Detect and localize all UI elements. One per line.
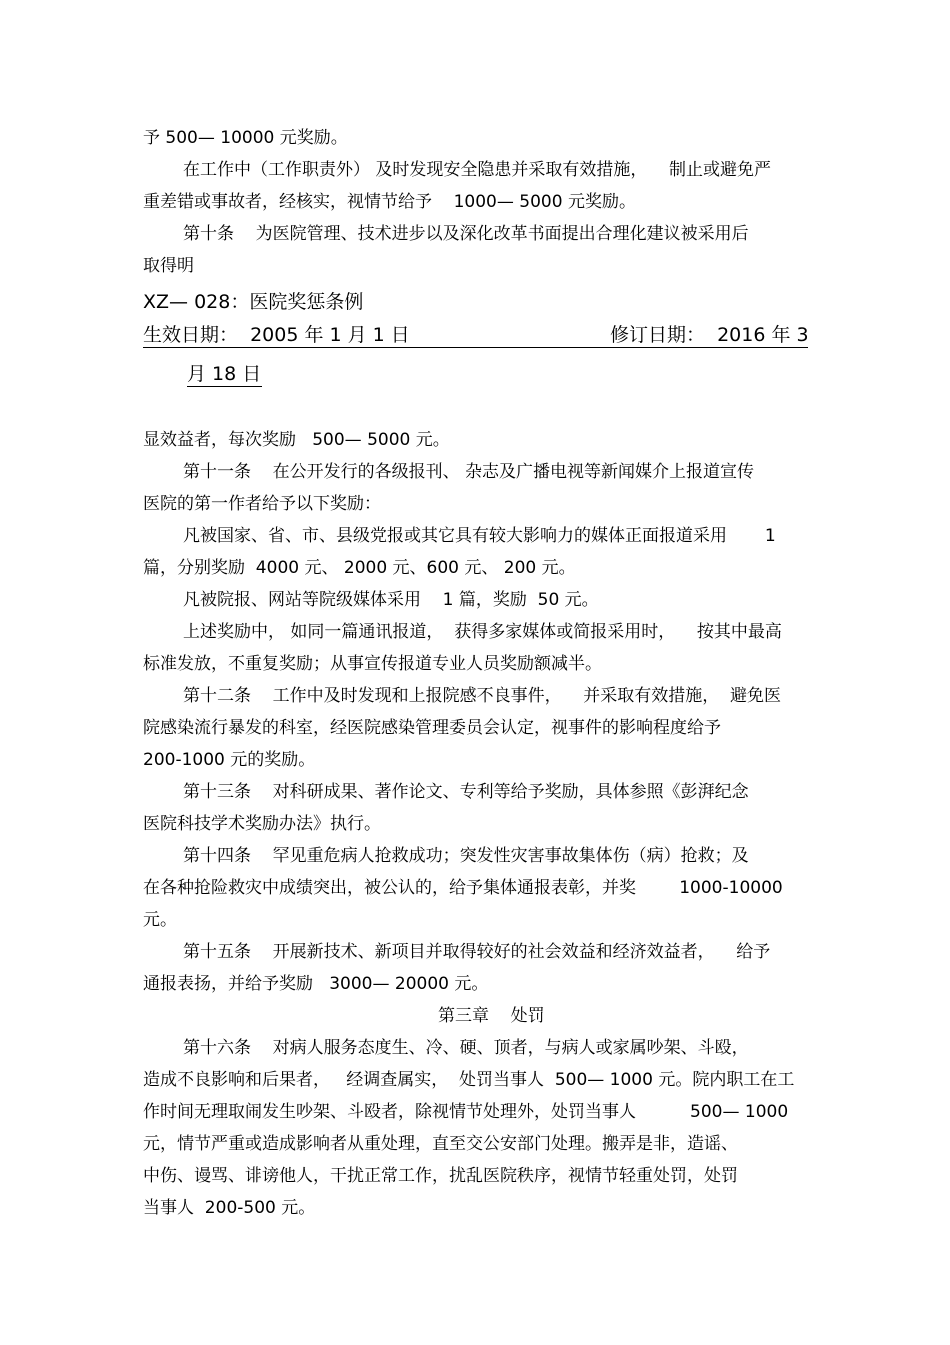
- article-11-line: 第十一条 在公开发行的各级报刊、 杂志及广播电视等新闻媒介上报道宣传: [183, 462, 755, 482]
- revised-date: 修订日期： 2016 年 3: [610, 324, 809, 346]
- article-13-line: 第十三条 对科研成果、著作论文、专利等给予奖励，具体参照《彭湃纪念: [183, 782, 749, 802]
- paragraph-line: 院感染流行暴发的科室，经医院感染管理委员会认定，视事件的影响程度给予: [143, 718, 721, 738]
- paragraph-line: 上述奖励中， 如同一篇通讯报道， 获得多家媒体或简报采用时， 按其中最高: [183, 622, 782, 642]
- paragraph-line: 200-1000 元的奖励。: [143, 750, 316, 770]
- paragraph-line: 元。: [143, 910, 177, 930]
- paragraph-line: 医院科技学术奖励办法》执行。: [143, 814, 381, 834]
- revised-date-continued: 月 18 日: [187, 363, 262, 385]
- paragraph-line: 作时间无理取闹发生吵架、斗殴者，除视情节处理外，处罚当事人 500— 1000: [143, 1102, 789, 1122]
- paragraph-line: 在各种抢险救灾中成绩突出，被公认的，给予集体通报表彰，并奖 1000-10000: [143, 878, 783, 898]
- paragraph-line: 凡被国家、省、市、县级党报或其它具有较大影响力的媒体正面报道采用 1: [183, 526, 776, 546]
- paragraph-line: 医院的第一作者给予以下奖励：: [143, 494, 381, 514]
- paragraph-line: 取得明: [143, 256, 194, 276]
- paragraph-line: 显效益者，每次奖励 500— 5000 元。: [143, 430, 450, 450]
- paragraph-line: 予 500— 10000 元奖励。: [143, 128, 348, 148]
- paragraph-line: 标准发放，不重复奖励；从事宣传报道专业人员奖励额减半。: [143, 654, 602, 674]
- header-underline-2: [187, 386, 262, 387]
- paragraph-line: 篇，分别奖励 4000 元、 2000 元、600 元、 200 元。: [143, 558, 576, 578]
- paragraph-line: 造成不良影响和后果者， 经调查属实， 处罚当事人 500— 1000 元。院内职工在工: [143, 1070, 795, 1090]
- paragraph-line: 通报表扬，并给予奖励 3000— 20000 元。: [143, 974, 489, 994]
- paragraph-line: 重差错或事故者，经核实，视情节给予 1000— 5000 元奖励。: [143, 192, 636, 212]
- paragraph-line: 凡被院报、网站等院级媒体采用 1 篇，奖励 50 元。: [183, 590, 599, 610]
- article-15-line: 第十五条 开展新技术、新项目并取得较好的社会效益和经济效益者， 给予: [183, 942, 771, 962]
- paragraph-line: 当事人 200-500 元。: [143, 1198, 316, 1218]
- header-underline: [143, 347, 808, 348]
- article-16-line: 第十六条 对病人服务态度生、冷、硬、顶者，与病人或家属吵架、斗殴，: [183, 1038, 749, 1058]
- article-10-line: 第十条 为医院管理、技术进步以及深化改革书面提出合理化建议被采用后: [183, 224, 749, 244]
- article-12-line: 第十二条 工作中及时发现和上报院感不良事件， 并采取有效措施， 避免医: [183, 686, 782, 706]
- effective-date: 生效日期： 2005 年 1 月 1 日: [143, 324, 410, 346]
- chapter-heading: 第三章 处罚: [438, 1006, 545, 1026]
- article-14-line: 第十四条 罕见重危病人抢救成功；突发性灾害事故集体伤（病）抢救；及: [183, 846, 749, 866]
- document-title: XZ— 028：医院奖惩条例: [143, 291, 364, 313]
- paragraph-line: 在工作中（工作职责外） 及时发现安全隐患并采取有效措施， 制止或避免严: [183, 160, 772, 180]
- paragraph-line: 元，情节严重或造成影响者从重处理，直至交公安部门处理。搬弄是非，造谣、: [143, 1134, 738, 1154]
- paragraph-line: 中伤、谩骂、诽谤他人，干扰正常工作，扰乱医院秩序，视情节轻重处罚，处罚: [143, 1166, 738, 1186]
